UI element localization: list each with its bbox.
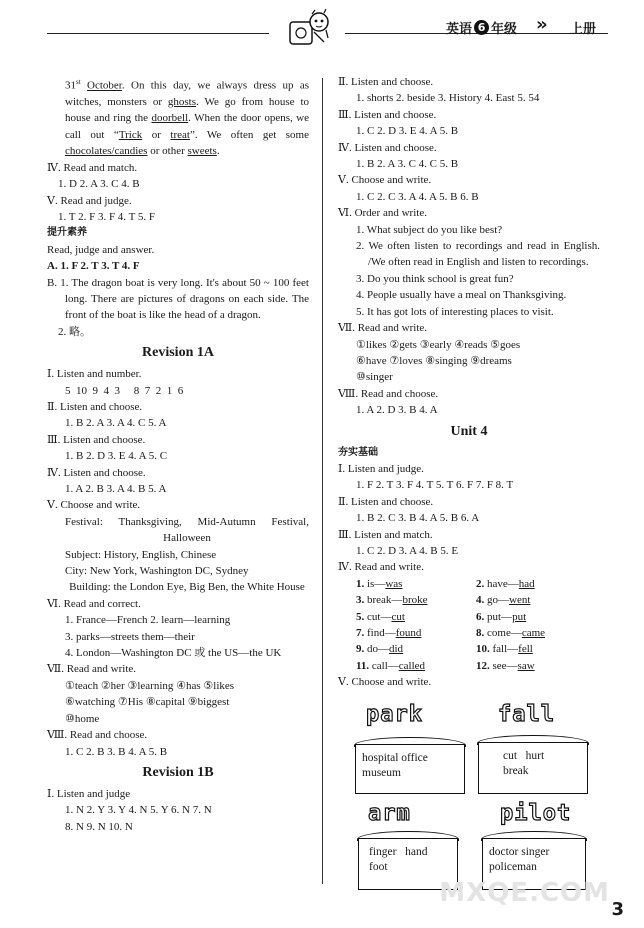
- answer-line: 1. B 2. A 3. A 4. C 5. A: [65, 417, 167, 430]
- answer-paragraph: 2. We often listen to recordings and read in English. /We often read in English and listen to recordings.: [356, 240, 600, 269]
- section-heading: 夯实基础: [338, 446, 378, 458]
- verb-base: see—: [492, 659, 518, 672]
- verb-pair-number: 5.: [356, 610, 365, 623]
- grade-badge: 6: [474, 20, 489, 35]
- verb-pair: [476, 658, 596, 674]
- answer-line: City: New York, Washington DC, Sydney: [65, 565, 249, 578]
- chevron-right-icon: »: [536, 14, 542, 35]
- header-title: [446, 18, 517, 37]
- answer-line: 5. It has got lots of interesting places to visit.: [356, 305, 554, 318]
- verb-pair-number: 2.: [476, 577, 485, 590]
- answer-line: 1. France—French 2. learn—learning: [65, 614, 231, 627]
- answer-paragraph: Festival: Thanksgiving, Mid-Autumn Festival, Halloween: [65, 515, 309, 545]
- verb-pair-number: 6.: [476, 610, 485, 623]
- verb-pair-number: 11.: [356, 659, 370, 672]
- verb-pair-number: 10.: [476, 643, 490, 656]
- verb-past: had: [518, 577, 535, 590]
- section-title: Ⅴ. Read and judge.: [47, 194, 132, 207]
- revision-1a-title: Revision 1A: [142, 345, 214, 361]
- verb-pair: [356, 625, 476, 641]
- answer-line: 1. C 2. D 3. A 4. B 5. E: [356, 544, 459, 557]
- answer-line: 1. C 2. B 3. B 4. A 5. B: [65, 745, 168, 758]
- subject-label: 英语: [446, 22, 473, 37]
- mascot-icon: [284, 8, 332, 50]
- verb-pairs-grid: [338, 576, 600, 674]
- verb-pair-number: 12.: [476, 659, 490, 672]
- answer-line: ⑩singer: [356, 371, 393, 384]
- verb-past: cut: [391, 610, 405, 623]
- answer-paragraph: Building: the London Eye, Big Ben, the White House: [69, 581, 305, 594]
- word-card-title: pilot: [500, 801, 572, 826]
- word-card-title: fall: [498, 702, 555, 727]
- verb-past: did: [389, 643, 404, 656]
- verb-base: have—: [487, 577, 519, 590]
- section-title: Ⅱ. Listen and choose.: [338, 76, 434, 88]
- verb-base: is—: [367, 577, 386, 590]
- answer-line: 1. shorts 2. beside 3. History 4. East 5. 54: [356, 92, 540, 105]
- verb-base: find—: [367, 627, 396, 639]
- verb-base: do—: [367, 643, 389, 656]
- section-title: Ⅳ. Read and write.: [338, 561, 424, 574]
- answer-line: 1. B 2. A 3. C 4. C 5. B: [356, 158, 459, 171]
- answer-line: 1. A 2. B 3. A 4. B 5. A: [65, 483, 167, 495]
- verb-pair: [476, 641, 596, 657]
- verb-past: broke: [402, 594, 428, 607]
- page-number: 3: [611, 899, 624, 920]
- section-title: Ⅵ. Order and write.: [338, 207, 427, 220]
- answer-line: 1. What subject do you like best?: [356, 223, 503, 236]
- answer-line: ⑩home: [65, 712, 100, 725]
- verb-pair: [356, 609, 476, 625]
- section-title: Ⅰ. Listen and judge.: [338, 462, 424, 475]
- answer-paragraph: B. 1. The dragon boat is very long. It's about 50 ~ 100 feet long. There are pictures of dragons on each side. The front of the boat is like the head of a dragon.: [47, 276, 309, 322]
- verb-pair: [356, 576, 476, 592]
- section-title: Ⅳ. Listen and choose.: [338, 141, 437, 154]
- answer-line: 5 10 9 4 3 8 7 2 1 6: [65, 384, 184, 397]
- answer-line: 1. F 2. T 3. F 4. T 5. T 6. F 7. F 8. T: [356, 479, 514, 492]
- revision-1b-title: Revision 1B: [142, 764, 214, 780]
- answer-line: 1. A 2. D 3. B 4. A: [356, 404, 438, 417]
- verb-pair-number: 1.: [356, 577, 365, 590]
- section-title: Ⅱ. Listen and choose.: [47, 400, 143, 413]
- volume-label: 上册: [570, 22, 597, 37]
- section-title: Ⅶ. Read and write.: [47, 663, 137, 676]
- answer-line: ⑥watching ⑦His ⑧capital ⑨biggest: [65, 696, 230, 709]
- answer-line: ①likes ②gets ③early ④reads ⑤goes: [356, 338, 521, 351]
- answer-line: ⑥have ⑦loves ⑧singing ⑨dreams: [356, 354, 512, 367]
- answer-line: 3. parks—streets them—their: [65, 630, 195, 643]
- verb-base: call—: [371, 659, 399, 672]
- verb-past: was: [385, 577, 403, 590]
- section-title: Ⅲ. Listen and choose.: [338, 108, 437, 121]
- verb-past: saw: [517, 659, 535, 672]
- right-column: [338, 74, 600, 691]
- answer-line: 2. 略。: [58, 325, 91, 338]
- section-title: Ⅴ. Choose and write.: [338, 174, 432, 187]
- verb-past: came: [521, 627, 546, 639]
- word-card-line: hospital office: [362, 752, 428, 764]
- column-divider: [322, 78, 323, 884]
- word-card-line: policeman: [489, 861, 537, 873]
- word-card-line: doctor singer: [489, 846, 550, 858]
- answer-line: 1. T 2. F 3. F 4. T 5. F: [58, 210, 155, 223]
- verb-pair: [356, 592, 476, 608]
- verb-pair: [476, 576, 596, 592]
- answer-line: 1. C 2. C 3. A 4. A 5. B 6. B: [356, 190, 479, 203]
- answer-line: 4. London—Washington DC 或 the US—the UK: [65, 647, 282, 660]
- section-title: Ⅷ. Read and choose.: [338, 387, 439, 400]
- verb-pair: [476, 625, 596, 641]
- answer-line: 8. N 9. N 10. N: [65, 820, 133, 833]
- word-card-line: cut hurt: [503, 750, 545, 762]
- verb-pair-number: 7.: [356, 627, 365, 639]
- header-rule-left: [47, 33, 269, 34]
- unit-4-title: Unit 4: [450, 423, 488, 439]
- section-title: Ⅲ. Listen and choose.: [47, 433, 146, 446]
- answer-line: Subject: History, English, Chinese: [65, 548, 217, 561]
- section-title: Ⅰ. Listen and number.: [47, 368, 142, 381]
- verb-base: break—: [367, 594, 403, 607]
- verb-pair-number: 9.: [356, 643, 365, 656]
- left-column: [47, 74, 309, 835]
- word-card-line: foot: [369, 861, 388, 873]
- verb-base: cut—: [367, 610, 392, 623]
- section-heading: 提升素养: [47, 227, 87, 239]
- verb-pair-number: 4.: [476, 594, 485, 607]
- section-title: Ⅲ. Listen and match.: [338, 528, 433, 541]
- word-card: [355, 744, 465, 794]
- answer-line: 1. B 2. D 3. E 4. A 5. C: [65, 450, 168, 463]
- section-title: Ⅱ. Listen and choose.: [338, 495, 434, 508]
- word-card-title: arm: [368, 801, 411, 826]
- verb-pair-number: 3.: [356, 594, 365, 607]
- verb-pair: [356, 641, 476, 657]
- verb-past: found: [395, 627, 422, 639]
- section-title: Ⅷ. Read and choose.: [47, 729, 148, 742]
- answer-line: 4. People usually have a meal on Thanksgiving.: [356, 289, 567, 302]
- verb-past: went: [509, 594, 531, 607]
- grade-suffix: 年级: [491, 22, 518, 37]
- verb-past: called: [398, 659, 426, 672]
- verb-past: fell: [518, 643, 533, 656]
- section-title: Ⅰ. Listen and judge: [47, 787, 131, 800]
- answer-line: 1. N 2. Y 3. Y 4. N 5. Y 6. N 7. N: [65, 804, 212, 817]
- verb-pair-number: 8.: [476, 627, 485, 639]
- section-title: Read, judge and answer.: [47, 243, 155, 256]
- word-card-line: museum: [362, 767, 401, 779]
- verb-base: put—: [487, 610, 513, 623]
- word-card: [478, 742, 588, 794]
- answer-line: 3. Do you think school is great fun?: [356, 272, 514, 285]
- section-title: Ⅵ. Read and correct.: [47, 597, 141, 610]
- section-title: Ⅳ. Read and match.: [47, 161, 138, 174]
- answer-line: ①teach ②her ③learning ④has ⑤likes: [65, 679, 235, 692]
- word-card-title: park: [366, 702, 423, 727]
- section-title: Ⅴ. Choose and write.: [338, 676, 432, 689]
- verb-base: go—: [487, 594, 509, 607]
- verb-pair: [476, 592, 596, 608]
- verb-base: come—: [487, 627, 522, 639]
- word-card-line: break: [503, 765, 529, 777]
- answer-line: 1. C 2. D 3. E 4. A 5. B: [356, 125, 459, 138]
- answer-line: A. 1. F 2. T 3. T 4. F: [47, 260, 140, 273]
- word-card-line: finger hand: [369, 846, 428, 858]
- verb-pair: [356, 658, 476, 674]
- watermark: MXQE.COM: [439, 878, 610, 908]
- answer-line: 1. D 2. A 3. C 4. B: [58, 178, 140, 191]
- verb-base: fall—: [492, 643, 519, 656]
- section-title: Ⅳ. Listen and choose.: [47, 466, 146, 479]
- verb-pair: [476, 609, 596, 625]
- section-title: Ⅴ. Choose and write.: [47, 499, 141, 512]
- section-title: Ⅶ. Read and write.: [338, 322, 428, 335]
- answer-line: 1. B 2. C 3. B 4. A 5. B 6. A: [356, 512, 480, 525]
- continued-paragraph: 31st October. On this day, we always dress up as witches, monsters or ghosts. We go from house to house and ring the doorbell. When the door opens, we call out “Trick or treat”. We often get some chocolates/candies or other sweets.: [65, 78, 310, 158]
- verb-past: put: [512, 610, 527, 623]
